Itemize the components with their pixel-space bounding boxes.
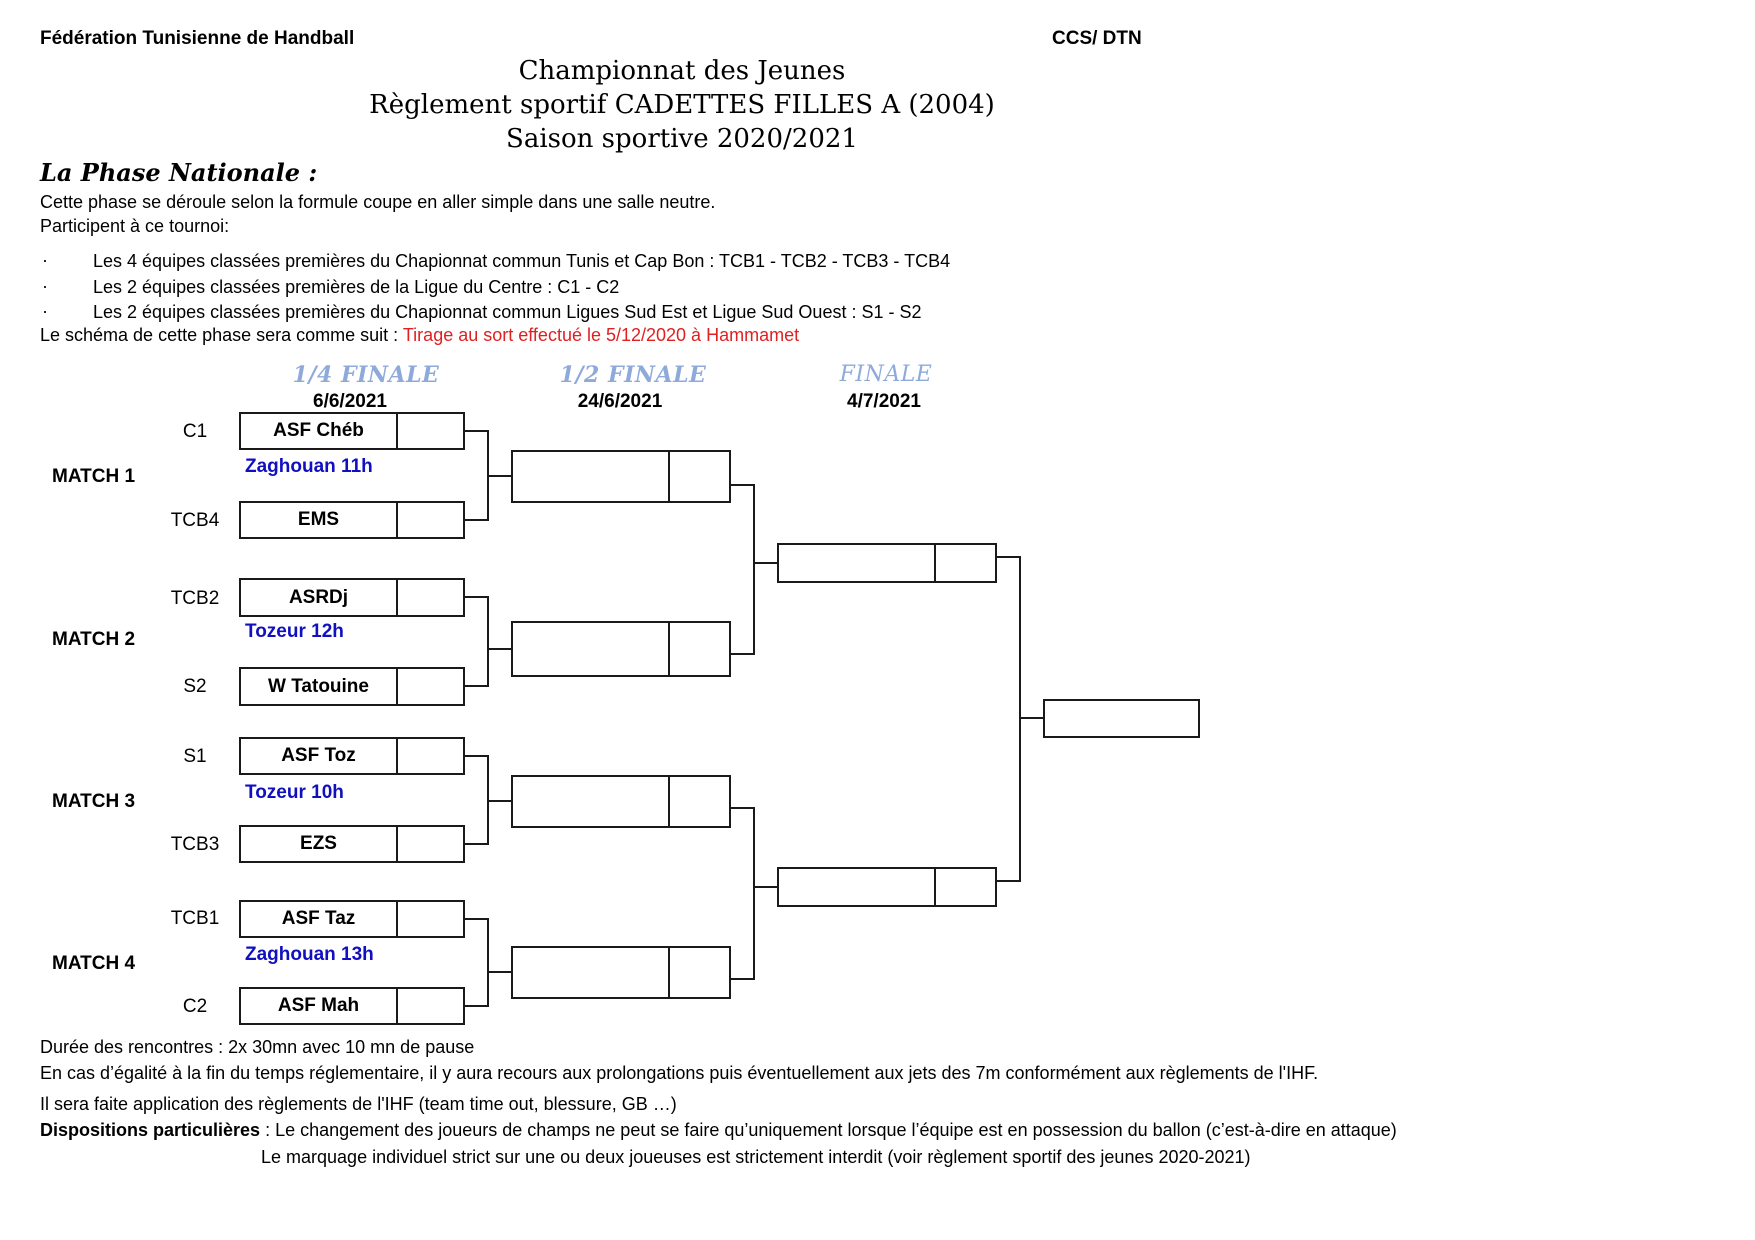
- score-cell[interactable]: [670, 623, 732, 675]
- seed-label: TCB4: [170, 510, 220, 531]
- team-name: ASF Mah: [241, 989, 398, 1023]
- venue-time: Tozeur 10h: [245, 782, 344, 803]
- semifinal-slot[interactable]: [511, 775, 731, 828]
- team-name: [513, 777, 670, 826]
- round-title-final: FINALE: [839, 362, 933, 387]
- bullet-item: Les 2 équipes classées premières du Chapionnat commun Ligues Sud Est et Ligue Sud Ouest : S1 - S2: [93, 302, 922, 322]
- participants-label: Participent à ce tournoi:: [40, 216, 230, 236]
- intro-text: Cette phase se déroule selon la formule coupe en aller simple dans une salle neutre.: [40, 192, 716, 212]
- score-cell[interactable]: [670, 777, 732, 826]
- bullet-icon: ·: [42, 301, 48, 321]
- seed-label: C2: [182, 996, 208, 1017]
- rule-special: [40, 1120, 1397, 1141]
- semifinal-slot[interactable]: [511, 450, 731, 503]
- draw-note: Tirage au sort effectué le 5/12/2020 à Hammamet: [402, 325, 800, 345]
- quarterfinal-slot[interactable]: [239, 578, 465, 617]
- champion-slot[interactable]: [1043, 699, 1200, 738]
- bullet-item: Les 2 équipes classées premières de la Ligue du Centre : C1 - C2: [93, 277, 620, 297]
- score-cell[interactable]: [398, 580, 467, 615]
- score-cell[interactable]: [398, 827, 467, 861]
- title-line-3: Saison sportive 2020/2021: [506, 124, 858, 154]
- team-name: W Tatouine: [241, 669, 398, 704]
- score-cell[interactable]: [398, 989, 467, 1023]
- team-name: ASF Taz: [241, 902, 398, 936]
- special-rule-2: Le marquage individuel strict sur une ou deux joueuses est strictement interdit (voir règlement sportif des jeunes 2020-2021): [261, 1147, 1251, 1167]
- title-line-1: Championnat des Jeunes: [518, 56, 846, 86]
- rule-tie: En cas d’égalité à la fin du temps réglementaire, il y aura recours aux prolongations puis éventuellement aux jets des 7m conformément aux règlements de l'IHF.: [40, 1063, 1319, 1083]
- team-name: [513, 623, 670, 675]
- score-cell[interactable]: [398, 669, 467, 704]
- seed-label: C1: [182, 421, 208, 442]
- seed-label: S1: [183, 746, 207, 767]
- team-name: [513, 452, 670, 501]
- rule-ihf: Il sera faite application des règlements de l'IHF (team time out, blessure, GB …): [40, 1094, 677, 1114]
- score-cell[interactable]: [670, 452, 732, 501]
- quarterfinal-slot[interactable]: [239, 737, 465, 775]
- special-separator: :: [260, 1120, 276, 1140]
- round-date-semifinal: 24/6/2021: [577, 391, 663, 412]
- schema-line: [40, 325, 799, 346]
- seed-label: TCB1: [170, 908, 220, 929]
- score-cell[interactable]: [398, 503, 467, 537]
- team-name: [779, 869, 936, 905]
- team-name: ASF Toz: [241, 739, 398, 773]
- team-name: EMS: [241, 503, 398, 537]
- score-cell[interactable]: [936, 869, 998, 905]
- quarterfinal-slot[interactable]: [239, 412, 465, 450]
- venue-time: Zaghouan 13h: [245, 944, 374, 965]
- special-rule-1: Le changement des joueurs de champs ne peut se faire qu’uniquement lorsque l’équipe est en possession du ballon (c’est-à-dire en attaque): [275, 1120, 1397, 1140]
- team-name: EZS: [241, 827, 398, 861]
- section-heading: La Phase Nationale :: [40, 158, 318, 187]
- schema-label: Le schéma de cette phase sera comme suit :: [40, 325, 403, 345]
- champion-name: [1045, 701, 1198, 736]
- match-label: MATCH 4: [52, 953, 136, 974]
- bullet-icon: ·: [42, 276, 48, 296]
- round-date-quarterfinal: 6/6/2021: [313, 391, 387, 412]
- department-label: CCS/ DTN: [1052, 28, 1142, 49]
- bullet-icon: ·: [42, 250, 48, 270]
- final-slot[interactable]: [777, 543, 997, 583]
- bullet-item: Les 4 équipes classées premières du Chapionnat commun Tunis et Cap Bon : TCB1 - TCB2 - TCB3 - TCB4: [93, 251, 951, 271]
- rule-duration: Durée des rencontres : 2x 30mn avec 10 mn de pause: [40, 1037, 475, 1057]
- semifinal-slot[interactable]: [511, 946, 731, 999]
- seed-label: S2: [183, 676, 207, 697]
- team-name: ASF Chéb: [241, 414, 398, 448]
- venue-time: Zaghouan 11h: [245, 456, 373, 477]
- quarterfinal-slot[interactable]: [239, 825, 465, 863]
- semifinal-slot[interactable]: [511, 621, 731, 677]
- match-label: MATCH 2: [52, 629, 136, 650]
- team-name: [779, 545, 936, 581]
- score-cell[interactable]: [670, 948, 732, 997]
- final-slot[interactable]: [777, 867, 997, 907]
- round-date-final: 4/7/2021: [847, 391, 921, 412]
- title-line-2: Règlement sportif CADETTES FILLES A (2004): [369, 90, 995, 120]
- team-name: ASRDj: [241, 580, 398, 615]
- quarterfinal-slot[interactable]: [239, 987, 465, 1025]
- venue-time: Tozeur 12h: [245, 621, 344, 642]
- score-cell[interactable]: [936, 545, 998, 581]
- organization-name: Fédération Tunisienne de Handball: [40, 28, 355, 49]
- seed-label: TCB3: [170, 834, 220, 855]
- score-cell[interactable]: [398, 739, 467, 773]
- round-title-semifinal: 1/2 FINALE: [559, 362, 707, 388]
- quarterfinal-slot[interactable]: [239, 900, 465, 938]
- score-cell[interactable]: [398, 414, 467, 448]
- seed-label: TCB2: [170, 588, 220, 609]
- score-cell[interactable]: [398, 902, 467, 936]
- team-name: [513, 948, 670, 997]
- match-label: MATCH 1: [52, 466, 136, 487]
- special-label: Dispositions particulières: [40, 1120, 261, 1140]
- match-label: MATCH 3: [52, 791, 136, 812]
- quarterfinal-slot[interactable]: [239, 667, 465, 706]
- quarterfinal-slot[interactable]: [239, 501, 465, 539]
- round-title-quarterfinal: 1/4 FINALE: [292, 362, 440, 388]
